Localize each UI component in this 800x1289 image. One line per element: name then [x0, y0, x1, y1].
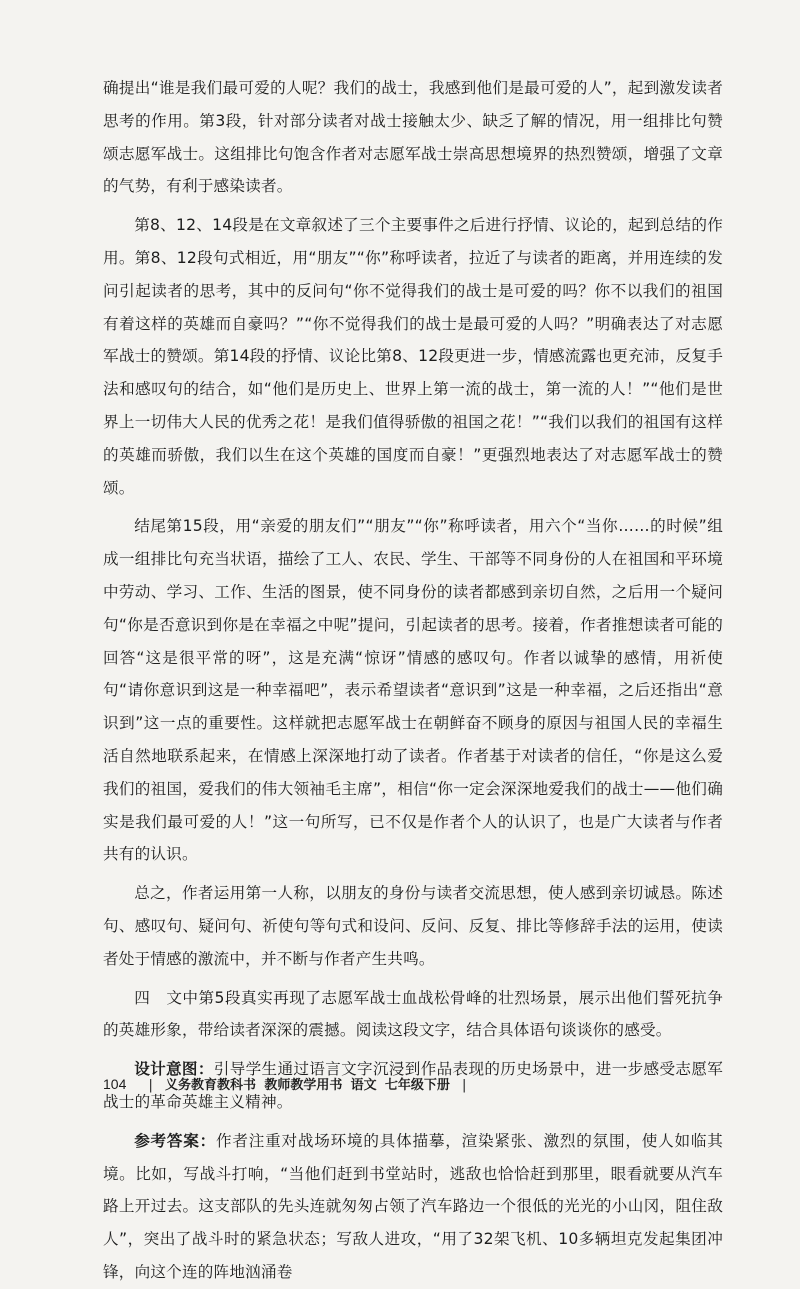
reference-answer-label: 参考答案： — [134, 1131, 217, 1150]
paragraph-3: 结尾第15段，用“亲爱的朋友们”“朋友”“你”称呼读者，用六个“当你……的时候”组成一组排比句充当状语，描绘了工人、农民、学生、干部等不同身份的人在祖国和平环境中劳动、学习、工作、生活的图景，使不同身份的读者都感到亲切自然，之后用一个疑问句“你是否意识到你是在幸福之中呢”提问，引起读者的思考。接着，作者推想读者可能的回答“这是很平常的呀”，这是充满“惊讶”情感的感叹句。作者以诚挚的感情，用祈使句“请你意识到这是一种幸福吧”，表示希望读者“意识到”这是一种幸福，之后还指出“意识到”这一点的重要性。这样就把志愿军战士在朝鲜奋不顾身的原因与祖国人民的幸福生活自然地联系起来，在情感上深深地打动了读者。作者基于对读者的信任，“你是这么爱我们的祖国，爱我们的伟大领袖毛主席”，相信“你一定会深深地爱我们的战士——他们确实是我们最可爱的人！”这一句所写，已不仅是作者个人的认识了，也是广大读者与作者共有的认识。 — [103, 517, 723, 864]
footer-divider: | — [148, 1078, 153, 1093]
footer-divider-end: | — [462, 1078, 467, 1093]
page-footer — [103, 1074, 474, 1093]
question-4: 四 文中第5段真实再现了志愿军战士血战松骨峰的壮烈场景，展示出他们誓死抗争的英雄形象，带给读者深深的震撼。阅读这段文字，结合具体语句谈谈你的感受。 — [103, 988, 723, 1040]
paragraph-2: 第8、12、14段是在文章叙述了三个主要事件之后进行抒情、议论的，起到总结的作用。第8、12段句式相近，用“朋友”“你”称呼读者，拉近了与读者的距离，并用连续的发问引起读者的思考，其中的反问句“你不觉得我们的战士是可爱的吗？你不以我们的祖国有着这样的英雄而自豪吗？”“你不觉得我们的战士是最可爱的人吗？”明确表达了对志愿军战士的赞颂。第14段的抒情、议论比第8、12段更进一步，情感流露也更充沛，反复手法和感叹句的结合，如“他们是历史上、世界上第一流的战士，第一流的人！”“他们是世界上一切伟大人民的优秀之花！是我们值得骄傲的祖国之花！”“我们以我们的祖国有这样的英雄而骄傲，我们以生在这个英雄的国度而自豪！”更强烈地表达了对志愿军战士的赞颂。 — [103, 216, 723, 497]
footer-subject: 语文 — [350, 1078, 377, 1093]
paragraph-4: 总之，作者运用第一人称，以朋友的身份与读者交流思想，使人感到亲切诚恳。陈述句、感叹句、疑问句、祈使句等句式和设问、反问、反复、排比等修辞手法的运用，使读者处于情感的激流中，并不断与作者产生共鸣。 — [103, 884, 723, 968]
design-intent-label: 设计意图： — [134, 1060, 214, 1079]
footer-series: 义务教育教科书 — [165, 1078, 257, 1093]
paragraph-1: 确提出“谁是我们最可爱的人呢？我们的战士，我感到他们是最可爱的人”，起到激发读者思考的作用。第3段，针对部分读者对战士接触太少、缺乏了解的情况，用一组排比句赞颂志愿军战士。这组排比句饱含作者对志愿军战士崇高思想境界的热烈赞颂，增强了文章的气势，有利于感染读者。 — [103, 79, 723, 196]
reference-answer-text: 作者注重对战场环境的具体描摹，渲染紧张、激烈的氛围，使人如临其境。比如，写战斗打响，“当他们赶到书堂站时，逃敌也恰恰赶到那里，眼看就要从汽车路上开过去。这支部队的先头连就匆匆占领了汽车路边一个很低的光光的小山冈，阻住敌人”，突出了战斗时的紧急状态；写敌人进攻，“用了32架飞机、10多辆坦克发起集团冲锋，向这个连的阵地汹涌卷 — [103, 1131, 723, 1281]
footer-grade: 七年级下册 — [384, 1078, 450, 1093]
design-intent-text: 引导学生通过语言文字沉浸到作品表现的历史场景中，进一步感受志愿军战士的革命英雄主义精神。 — [103, 1060, 723, 1111]
reference-answer — [103, 1125, 723, 1289]
page-number: 104 — [103, 1076, 127, 1092]
footer-book: 教师教学用书 — [264, 1078, 343, 1093]
page-body — [103, 72, 723, 1289]
